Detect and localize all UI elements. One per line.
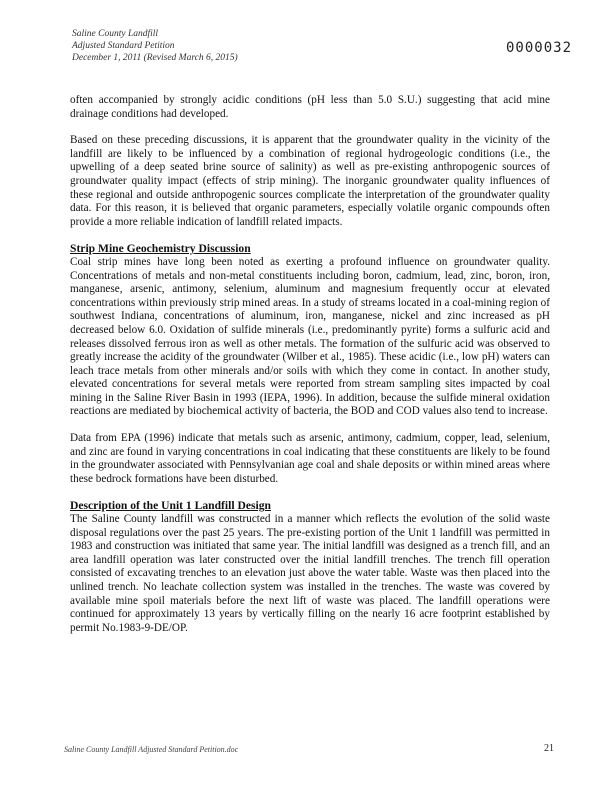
document-body [70, 94, 550, 648]
paragraph-acid-mine-drainage: often accompanied by strongly acidic conditions (pH less than 5.0 S.U.) suggesting that acid mine drainage conditions had developed. [70, 94, 550, 120]
header-line-facility: Saline County Landfill [72, 29, 159, 39]
footer-filename: Saline County Landfill Adjusted Standard Petition.doc [64, 745, 239, 754]
header-line-title: Adjusted Standard Petition [72, 41, 175, 51]
bates-number: 0000032 [506, 40, 573, 56]
paragraph-groundwater-influences: Based on these preceding discussions, it is apparent that the groundwater quality in the vicinity of the landfill are likely to be influenced by a combination of regional hydrogeologic conditions (i.e., the upwelling of a deep seated brine source of salinity) as well as pre-existing anthropogenic sources of groundwater quality impact (effects of strip mining). The inorganic groundwater quality influences of these regional and outside anthropogenic sources complicate the interpretation of the groundwater quality data. For this reason, it is believed that organic parameters, especially volatile organic compounds often provide a more reliable indication of landfill related impacts. [70, 134, 550, 228]
header-line-date: December 1, 2011 (Revised March 6, 2015) [72, 53, 238, 63]
heading-unit1-landfill-design: Description of the Unit 1 Landfill Design [70, 499, 271, 513]
paragraph-epa-data: Data from EPA (1996) indicate that metals such as arsenic, antimony, cadmium, copper, lead, selenium, and zinc are found in varying concentrations in coal indicating that these constituents are likely to be found in the groundwater associated with Pennsylvanian age coal and shale deposits or within mined areas where these bedrock formations have been disturbed. [70, 432, 550, 485]
heading-strip-mine-geochemistry: Strip Mine Geochemistry Discussion [70, 242, 251, 256]
paragraph-landfill-design: The Saline County landfill was constructed in a manner which reflects the evolution of the solid waste disposal regulations over the past 25 years. The pre-existing portion of the Unit 1 landfill was permitted in 1983 and construction was initiated that same year. The initial landfill was designed as a trench fill, and an area landfill operation was later constructed over the initial landfill trenches. The trench fill operation consisted of excavating trenches to an elevation just above the water table. Waste was then placed into the unlined trench. No leachate collection system was installed in the trenches. The waste was covered by available mine spoil materials before the next lift of waste was placed. The landfill operations were continued for approximately 13 years by vertically filling on the nearly 16 acre footprint established by permit No.1983-9-DE/OP. [70, 513, 550, 634]
running-header [72, 28, 238, 64]
page-number: 21 [544, 743, 554, 754]
paragraph-strip-mine-metals: Coal strip mines have long been noted as exerting a profound influence on groundwater quality. Concentrations of metals and non-metal constituents including boron, cadmium, lead, zinc, boron, iron, manganese, arsenic, antimony, selenium, aluminum and magnesium frequently occur at elevated concentrations within previously strip mined areas. In a study of streams located in a coal-mining region of southwest Indiana, concentrations of aluminum, iron, manganese, nickel and zinc increased as pH decreased below 6.0. Oxidation of sulfide minerals (i.e., predominantly pyrite) forms a sulfuric acid and releases dissolved ferrous iron as well as other metals. The formation of the sulfuric acid was observed to greatly increase the acidity of the groundwater (Wilber et al., 1985). These acidic (i.e., low pH) waters can leach trace metals from other minerals and/or soils with which they come in contact. In another study, elevated concentrations for several metals were reported from stream sampling sites impacted by coal mining in the Saline River Basin in 1993 (IEPA, 1996). In addition, because the sulfide mineral oxidation reactions are mediated by biochemical activity of bacteria, the BOD and COD values also tend to increase. [70, 255, 550, 418]
